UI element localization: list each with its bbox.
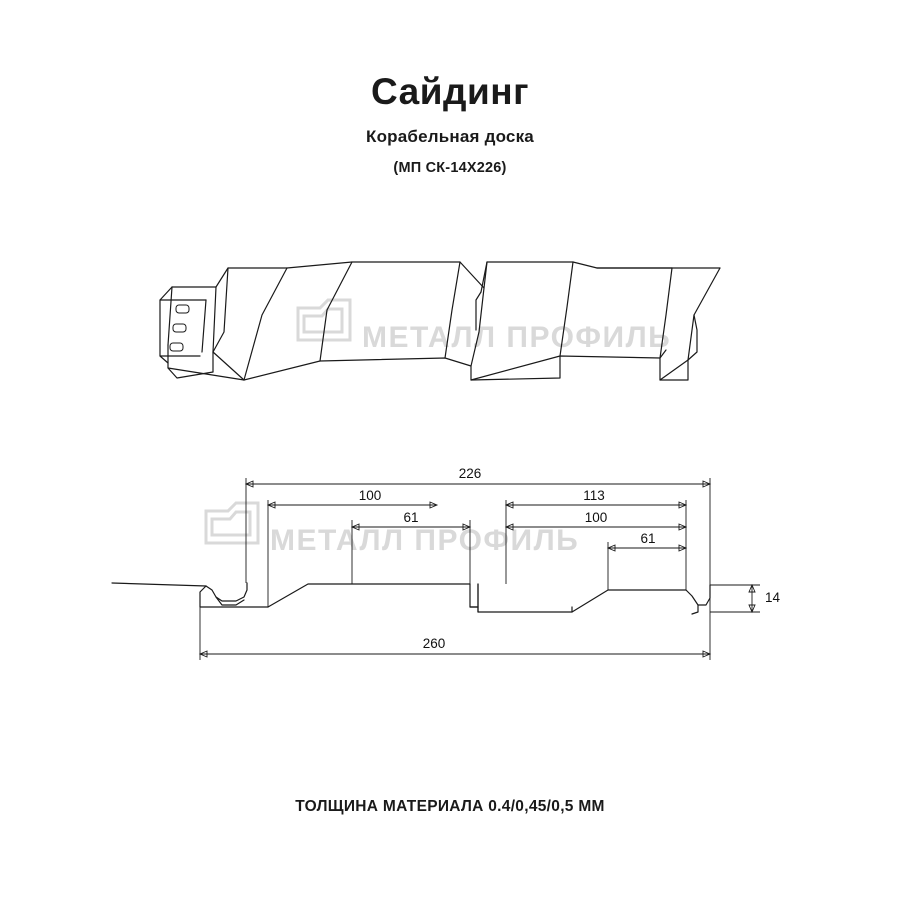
- dim-113: [506, 488, 686, 508]
- dim-260-overall: [200, 636, 710, 657]
- dim-61-left-label: 61: [403, 510, 419, 525]
- page-subtitle: Корабельная доска: [366, 126, 534, 146]
- dim-226-label: 226: [458, 466, 482, 481]
- dim-226: [246, 466, 710, 487]
- dim-100-right: [506, 510, 686, 530]
- dim-14-label: 14: [765, 590, 781, 605]
- watermark-text-upper: МЕТАЛЛ ПРОФИЛЬ: [362, 321, 672, 354]
- dim-61-right: [608, 531, 686, 551]
- dim-100-left-label: 100: [358, 488, 382, 503]
- dimension-lines: [200, 466, 781, 660]
- page-title: Сайдинг: [371, 71, 529, 112]
- dim-100-right-label: 100: [584, 510, 608, 525]
- product-code: (МП СК-14Х226): [393, 159, 507, 176]
- dim-113-label: 113: [583, 488, 605, 503]
- dim-61-right-label: 61: [640, 531, 656, 546]
- dim-14-height: [749, 585, 781, 612]
- dim-260-label: 260: [422, 636, 446, 651]
- dim-100-left: [268, 488, 437, 508]
- material-thickness-note: ТОЛЩИНА МАТЕРИАЛА 0.4/0,45/0,5 ММ: [295, 798, 605, 815]
- section-profile-line: [112, 583, 710, 614]
- watermark-text-lower: МЕТАЛЛ ПРОФИЛЬ: [270, 524, 580, 557]
- dim-61-left: [352, 510, 470, 530]
- watermark-lower: [206, 503, 579, 557]
